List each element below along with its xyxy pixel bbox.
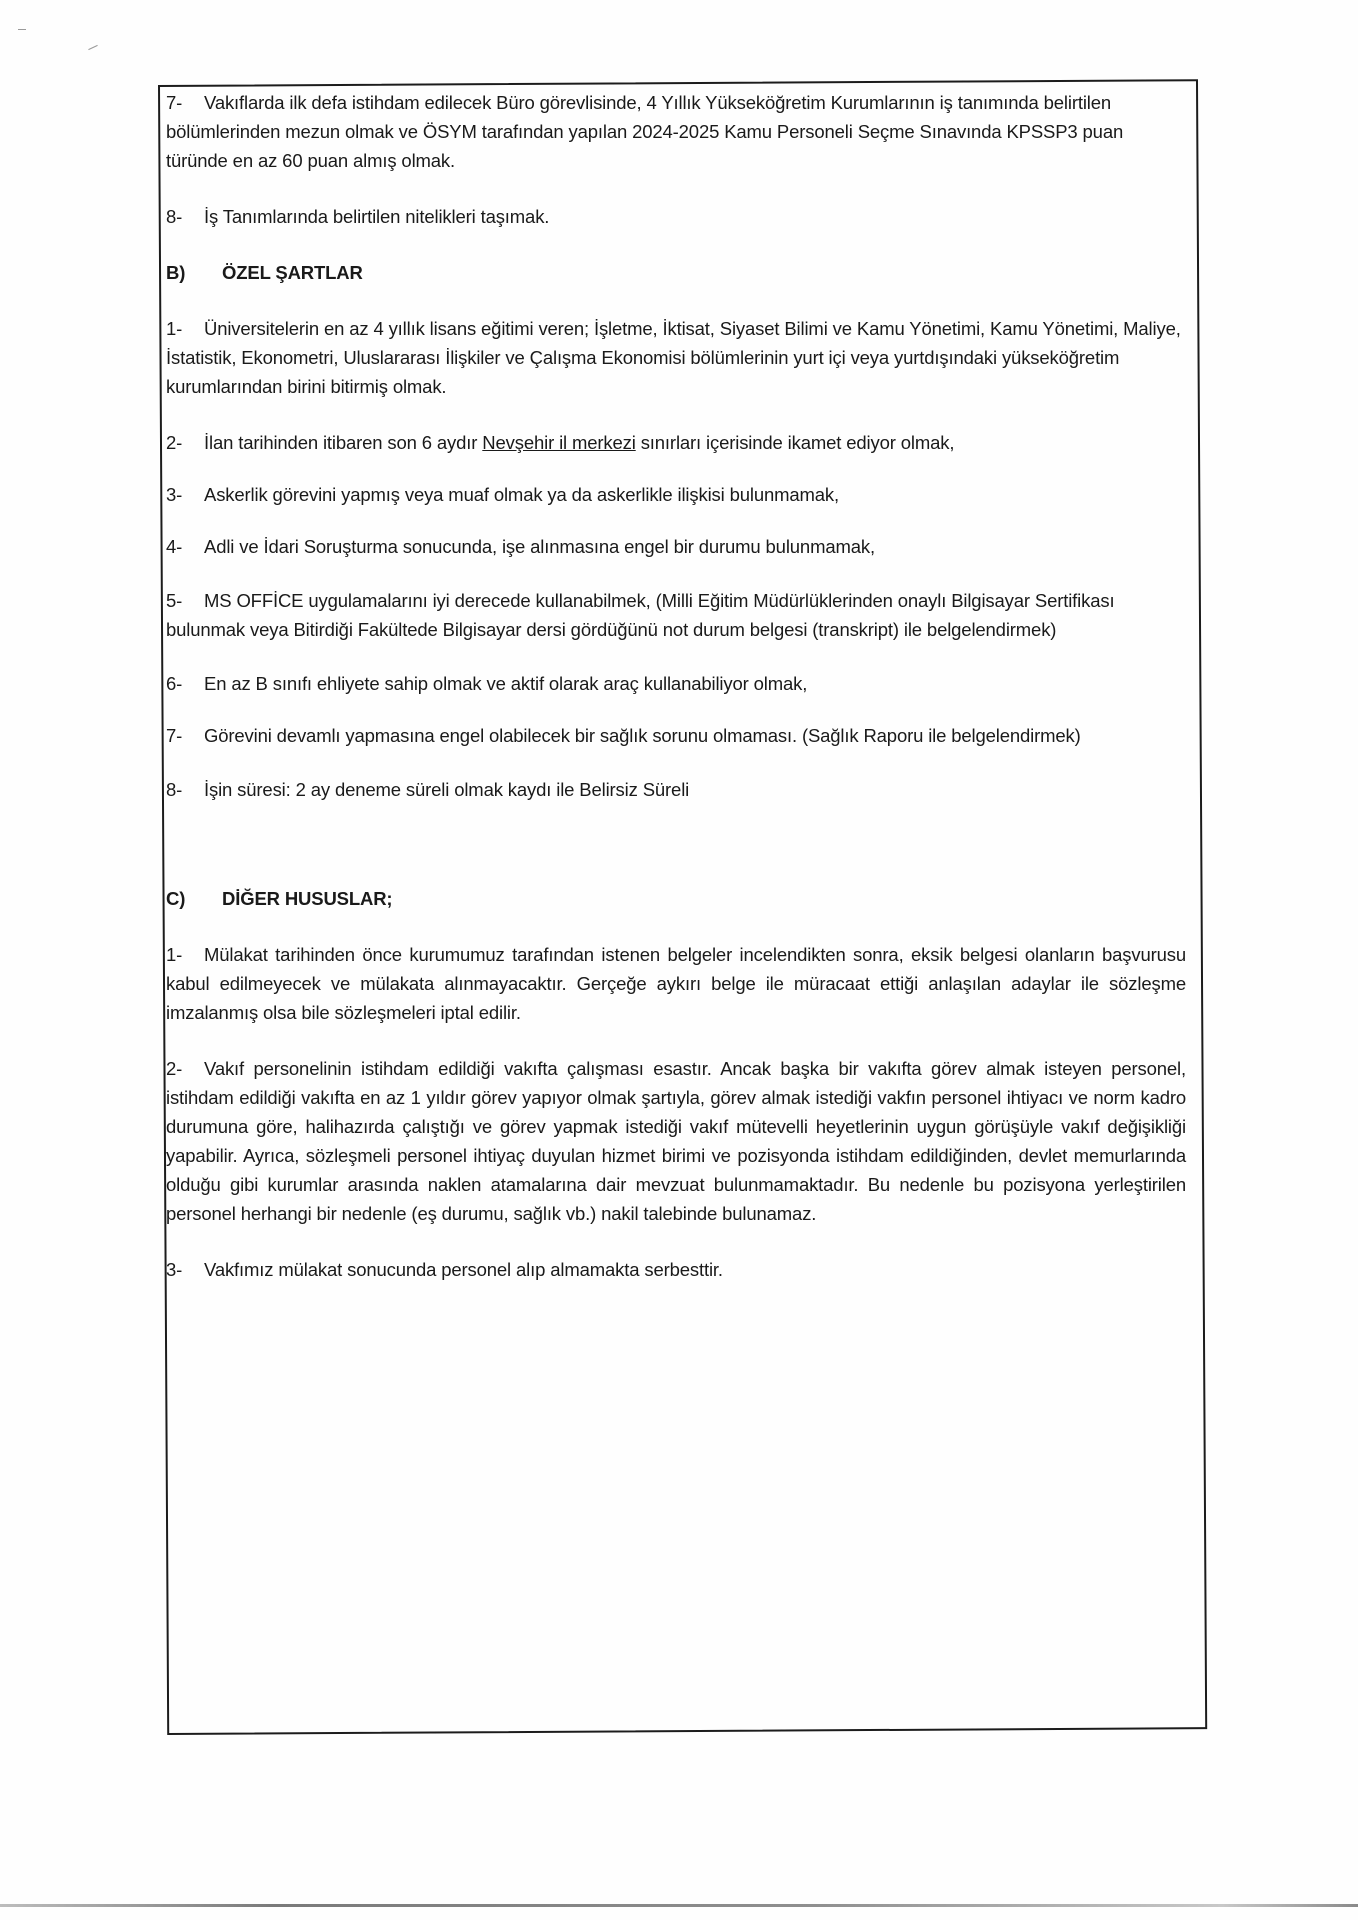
item-number: 1- xyxy=(166,944,183,965)
item-number: 7- xyxy=(166,92,183,113)
document-body xyxy=(166,88,1186,1284)
item-number: 7- xyxy=(166,725,183,746)
section-title: ÖZEL ŞARTLAR xyxy=(222,262,363,283)
section-letter: B) xyxy=(166,262,186,283)
section-c-item-1 xyxy=(166,940,1186,1027)
item-number: 8- xyxy=(166,779,183,800)
item-number: 3- xyxy=(166,484,183,505)
item-number: 6- xyxy=(166,673,183,694)
scan-bottom-edge xyxy=(0,1904,1358,1907)
scan-artifact xyxy=(88,45,97,50)
section-c-item-2 xyxy=(166,1054,1186,1228)
item-text: İşin süresi: 2 ay deneme süreli olmak kaydı ile Belirsiz Süreli xyxy=(204,779,690,800)
item-number: 1- xyxy=(166,318,183,339)
section-b-heading xyxy=(166,258,1186,287)
section-b-item-1 xyxy=(166,314,1186,401)
section-b-item-6 xyxy=(166,669,1186,698)
section-b-item-2 xyxy=(166,428,1186,457)
section-a-item-7 xyxy=(166,88,1186,175)
scan-artifact xyxy=(18,29,26,30)
section-title: DİĞER HUSUSLAR; xyxy=(222,888,393,909)
item-number: 2- xyxy=(166,432,183,453)
section-b-item-5 xyxy=(166,586,1186,644)
section-c-item-3 xyxy=(166,1255,1186,1284)
item-text: MS OFFİCE uygulamalarını iyi derecede kullanabilmek, (Milli Eğitim Müdürlüklerinden onaylı Bilgisayar Sertifikası bulunmak veya Bitirdiği Fakültede Bilgisayar dersi gördüğünü not durum belgesi (transkript) ile belgelendirmek) xyxy=(166,590,1115,640)
section-b-item-7 xyxy=(166,721,1186,750)
item-number: 8- xyxy=(166,206,183,227)
underlined-location: Nevşehir il merkezi xyxy=(482,432,636,453)
item-number: 2- xyxy=(166,1058,183,1079)
section-c-heading xyxy=(166,884,1186,913)
item-text: İş Tanımlarında belirtilen nitelikleri taşımak. xyxy=(204,206,550,227)
item-text-before: İlan tarihinden itibaren son 6 aydır xyxy=(204,432,483,453)
item-text: Adli ve İdari Soruşturma sonucunda, işe alınmasına engel bir durumu bulunmamak, xyxy=(204,536,875,557)
item-text: Üniversitelerin en az 4 yıllık lisans eğitimi veren; İşletme, İktisat, Siyaset Bilimi ve Kamu Yönetimi, Kamu Yönetimi, Maliye, İstatistik, Ekonometri, Uluslararası İlişkiler ve Çalışma Ekonomisi bölümlerinin yurt içi veya yurtdışındaki yükseköğretim kurumlarından birini bitirmiş olmak. xyxy=(166,318,1181,397)
item-text: Vakıf personelinin istihdam edildiği vakıfta çalışması esastır. Ancak başka bir vakıfta görev almak isteyen personel, istihdam edildiği vakıfta en az 1 yıldır görev yapıyor olmak şartıyla, görev almak istediği vakfın personel ihtiyacı ve norm kadro durumuna göre, halihazırda çalıştığı ve görev yapmak istediği vakıf mütevelli heyetlerinin uygun görüşüyle vakıf değişikliği yapabilir. Ayrıca, sözleşmeli personel ihtiyaç duyulan hizmet birimi ve pozisyonda istihdam edildiğinden, devlet memurlarında olduğu gibi kurumlar arasında naklen atamalarına dair mevzuat bulunmamaktadır. Bu nedenle bu pozisyona yerleştirilen personel herhangi bir nedenle (eş durumu, sağlık vb.) nakil talebinde bulunamaz. xyxy=(166,1058,1186,1224)
section-letter: C) xyxy=(166,888,186,909)
item-text: Vakfımız mülakat sonucunda personel alıp almamakta serbesttir. xyxy=(204,1259,723,1280)
section-a-item-8 xyxy=(166,202,1186,231)
item-number: 5- xyxy=(166,590,183,611)
section-b-item-8 xyxy=(166,775,1186,804)
item-text: Askerlik görevini yapmış veya muaf olmak ya da askerlikle ilişkisi bulunmamak, xyxy=(204,484,840,505)
item-number: 4- xyxy=(166,536,183,557)
item-text-after: sınırları içerisinde ikamet ediyor olmak, xyxy=(635,432,955,453)
item-text: Vakıflarda ilk defa istihdam edilecek Büro görevlisinde, 4 Yıllık Yükseköğretim Kurumlarının iş tanımında belirtilen bölümlerinden mezun olmak ve ÖSYM tarafından yapılan 2024-2025 Kamu Personeli Seçme Sınavında KPSSP3 puan türünde en az 60 puan almış olmak. xyxy=(166,92,1124,171)
item-text: Mülakat tarihinden önce kurumumuz tarafından istenen belgeler incelendikten sonra, eksik belgesi olanların başvurusu kabul edilmeyecek ve mülakata alınmayacaktır. Gerçeğe aykırı belge ile müracaat ettiği anlaşılan adaylar ile sözleşme imzalanmış olsa bile sözleşmeleri iptal edilir. xyxy=(166,944,1186,1023)
section-b-item-4 xyxy=(166,532,1186,561)
item-text: En az B sınıfı ehliyete sahip olmak ve aktif olarak araç kullanabiliyor olmak, xyxy=(204,673,808,694)
item-text: Görevini devamlı yapmasına engel olabilecek bir sağlık sorunu olmaması. (Sağlık Raporu ile belgelendirmek) xyxy=(204,725,1081,746)
item-number: 3- xyxy=(166,1259,183,1280)
section-b-item-3 xyxy=(166,480,1186,509)
